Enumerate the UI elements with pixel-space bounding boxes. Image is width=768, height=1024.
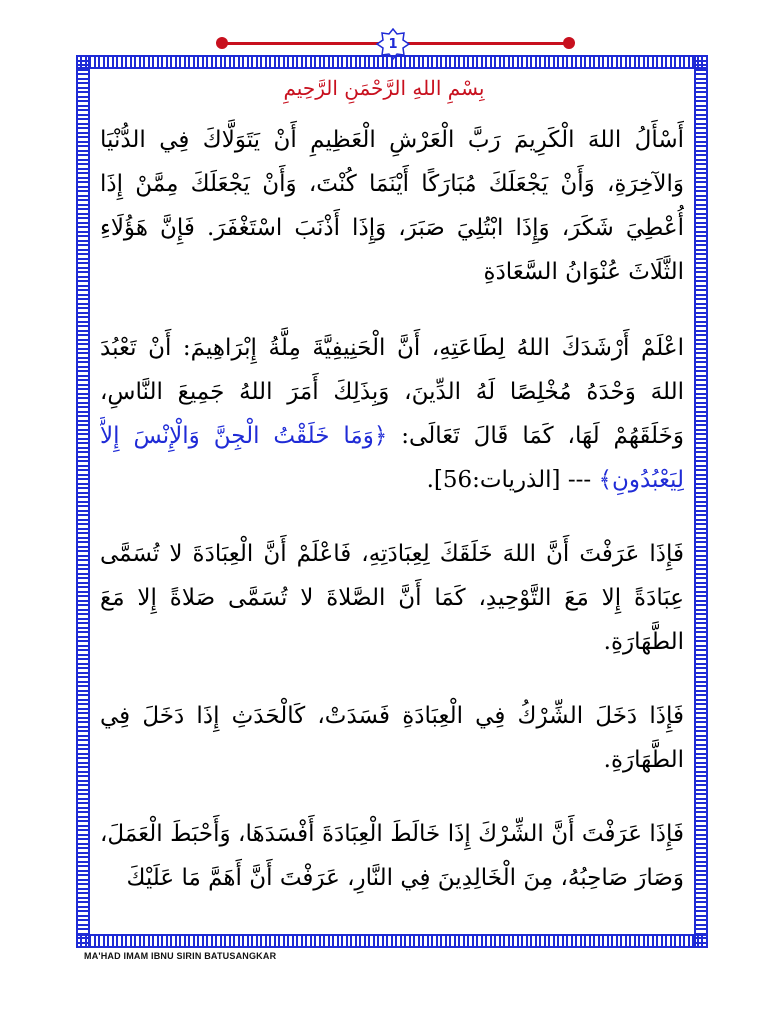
- page-body: [100, 118, 684, 928]
- separator-dashes: ---: [567, 467, 592, 493]
- paragraph-3: فَإِذَا عَرَفْتَ أَنَّ اللهَ خَلَقَكَ لِعِبَادَتِهِ، فَاعْلَمْ أَنَّ الْعِبَادَةَ لا تُسَمَّى عِبَادَةً إِلا مَعَ التَّوْحِيدِ، كَمَا أَنَّ الصَّلاةَ لا تُسَمَّى صَلاةً إِلا مَعَ الطَّهَارَةِ.: [100, 541, 684, 655]
- paragraph-2: [100, 326, 684, 502]
- paragraph-2-text: اعْلَمْ أَرْشَدَكَ اللهُ لِطَاعَتِهِ، أَنَّ الْحَنِيفِيَّةَ مِلَّةُ إِبْرَاهِيمَ: أَنْ تَعْبُدَ اللهَ وَحْدَهُ مُخْلِصًا لَهُ الدِّينَ، وَبِذَلِكَ أَمَرَ اللهُ جَمِيعَ النَّاسِ، وَخَلَقَهُمْ لَهَا، كَمَا قَالَ تَعَالَى:: [100, 335, 684, 449]
- quran-verse: ﴿وَمَا خَلَقْتُ الْجِنَّ وَالْإِنْسَ إِلاَّ لِيَعْبُدُونِ﴾: [100, 423, 684, 493]
- page-number: 1: [388, 36, 398, 52]
- footer-institution: MA'HAD IMAM IBNU SIRIN BATUSANGKAR: [84, 951, 277, 961]
- border-top: [76, 55, 708, 69]
- verse-reference: [الذريات:56].: [426, 467, 561, 493]
- border-right: [694, 55, 708, 948]
- border-left: [76, 55, 90, 948]
- ornament-dot-right: [563, 37, 575, 49]
- paragraph-1: أَسْأَلُ اللهَ الْكَرِيمَ رَبَّ الْعَرْشِ الْعَظِيمِ أَنْ يَتَوَلَّاكَ فِي الدُّنْيَا وَالآخِرَةِ، وَأَنْ يَجْعَلَكَ مُبَارَكًا أَيْنَمَا كُنْتَ، وَأَنْ يَجْعَلَكَ مِمَّنْ إِذَا أُعْطِيَ شَكَرَ، وَإِذَا ابْتُلِيَ صَبَرَ، وَإِذَا أَذْنَبَ اسْتَغْفَرَ. فَإِنَّ هَؤُلَاءِ الثَّلَاثَ عُنْوَانُ السَّعَادَةِ: [100, 127, 684, 285]
- basmala: بِسْمِ اللهِ الرَّحْمَنِ الرَّحِيمِ: [283, 76, 485, 100]
- border-bottom: [76, 934, 708, 948]
- paragraph-4: فَإِذَا دَخَلَ الشِّرْكُ فِي الْعِبَادَةِ فَسَدَتْ، كَالْحَدَثِ إِذَا دَخَلَ فِي الطَّهَارَةِ.: [100, 703, 684, 773]
- paragraph-5: فَإِذَا عَرَفْتَ أَنَّ الشِّرْكَ إِذَا خَالَطَ الْعِبَادَةَ أَفْسَدَهَا، وَأَحْبَطَ الْعَمَلَ، وَصَارَ صَاحِبُهُ، مِنَ الْخَالِدِينَ فِي النَّارِ، عَرَفْتَ أَنَّ أَهَمَّ مَا عَلَيْكَ: [100, 821, 684, 891]
